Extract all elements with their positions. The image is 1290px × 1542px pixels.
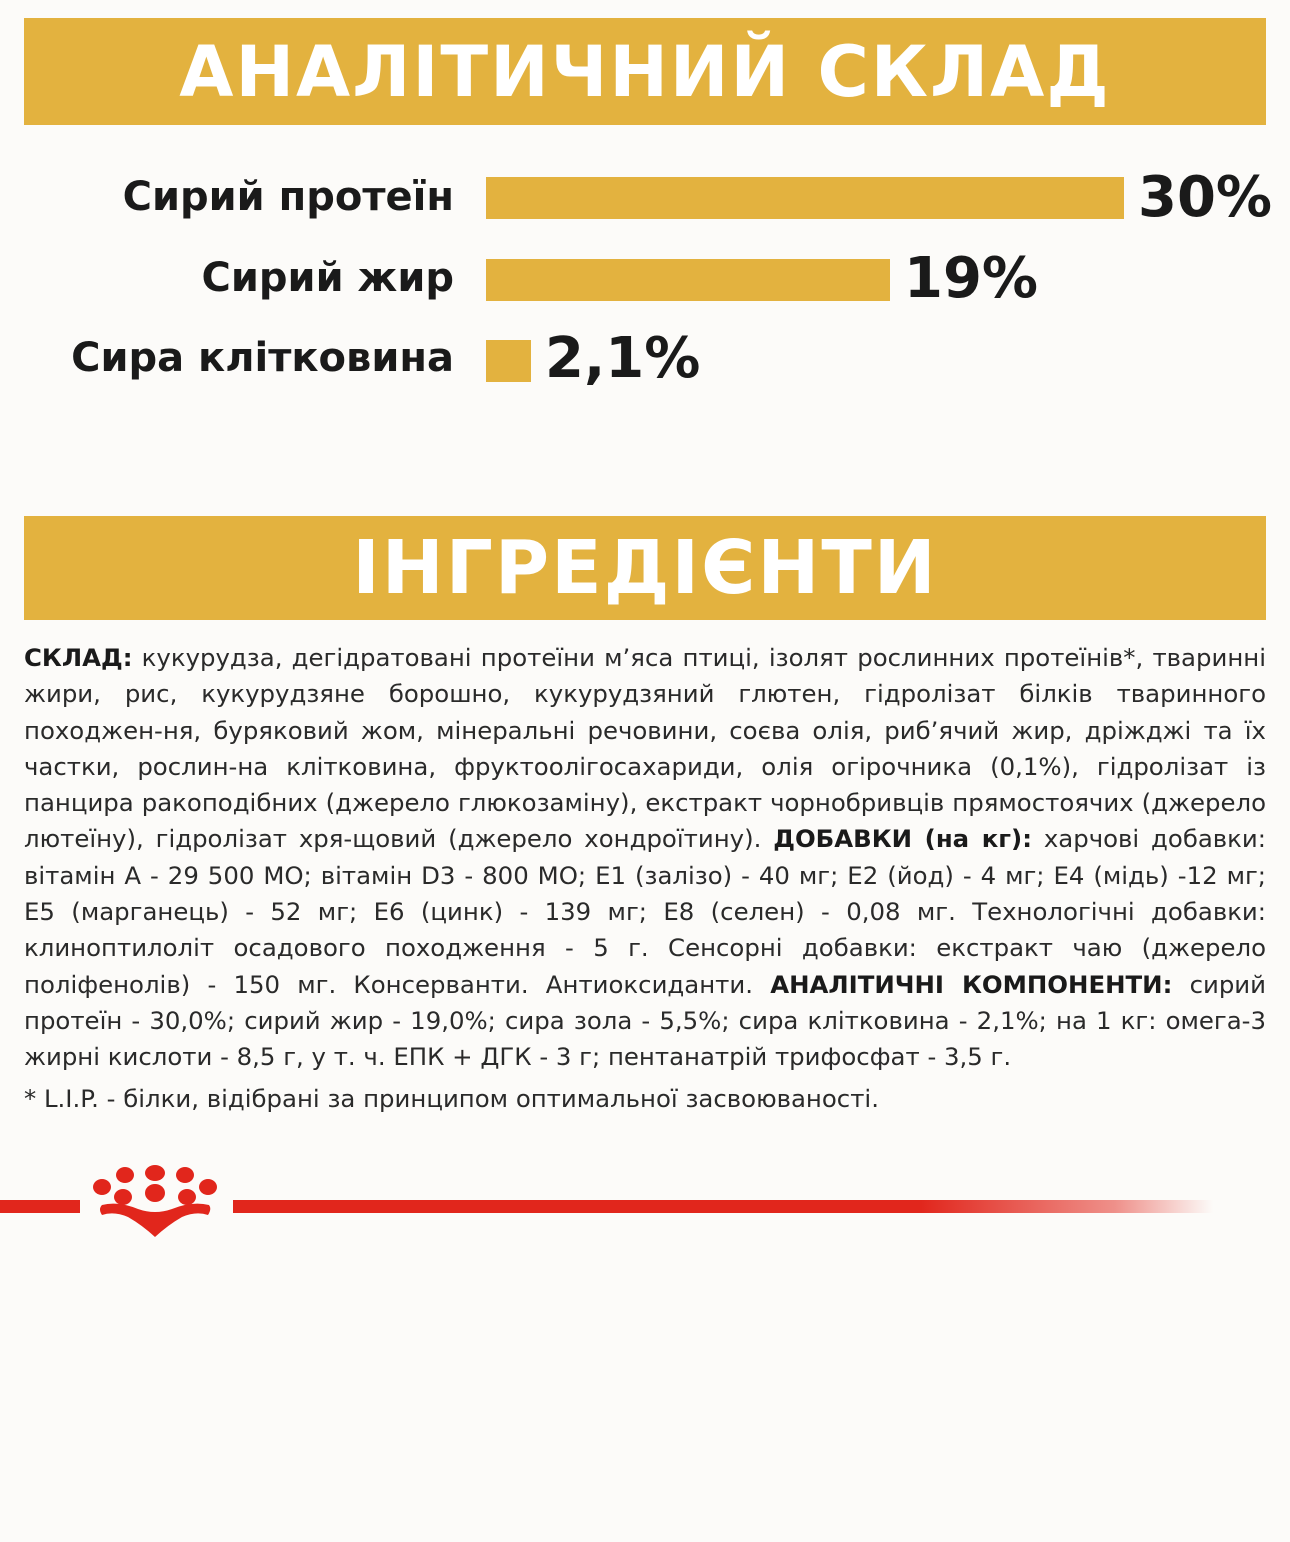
analysis-row-protein xyxy=(0,157,1290,237)
ingredients-text xyxy=(24,640,1266,1076)
row-value: 30% xyxy=(1138,164,1273,230)
footnote: * L.I.P. - білки, відібрані за принципом оптимальної засвоюваності. xyxy=(24,1084,879,1113)
composition-label: СКЛАД: xyxy=(24,643,133,672)
row-label: Сирий протеїн xyxy=(122,174,454,220)
row-label: Сира клітковина xyxy=(71,335,454,381)
value-bar xyxy=(486,340,531,382)
value-bar xyxy=(486,177,1124,219)
composition-text: кукурудза, дегідратовані протеїни м’яса птиці, ізолят рослинних протеїнів*, тваринні жири, рис, кукурудзяне борошно, кукурудзяний глютен, гідролізат білків тваринного походжен-ня, буряковий жом, мінеральні речовини, соєва олія, риб’ячий жир, дріжджі та їх частки, рослин-на клітковина, фруктоолігосахариди, олія огірочника (0,1%), гідролізат із панцира ракоподібних (джерело глюкозаміну), екстракт чорнобривців прямостоячих (джерело лютеїну), гідролізат хря-щовий (джерело хондроїтину). xyxy=(24,643,1266,854)
components-text: сирий протеїн - 30,0%; сирий жир - 19,0%; сира зола - 5,5%; сира клітковина - 2,1%; на 1 кг: омега-3 жирні кислоти - 8,5 г, у т. ч. ЕПК + ДГК - 3 г; пентанатрій трифосфат - 3,5 г. xyxy=(24,969,1267,1072)
analysis-title: АНАЛІТИЧНИЙ СКЛАД xyxy=(179,30,1111,113)
row-value: 19% xyxy=(904,245,1039,311)
analysis-title-banner xyxy=(24,18,1266,125)
row-value: 2,1% xyxy=(545,325,701,391)
components-label: АНАЛІТИЧНІ КОМПОНЕНТИ: xyxy=(770,969,1173,999)
analysis-row-fat xyxy=(0,238,1290,318)
crown-icon xyxy=(88,1165,223,1240)
brand-line-left xyxy=(0,1200,80,1213)
row-label: Сирий жир xyxy=(201,255,454,301)
ingredients-title-banner xyxy=(24,516,1266,620)
analysis-row-fiber xyxy=(0,318,1290,398)
additives-text: харчові добавки: вітамін А - 29 500 МО; вітамін D3 - 800 МО; E1 (залізо) - 40 мг; E2 (йод) - 4 мг; E4 (мідь) -12 мг; E5 (марганець) - 52 мг; E6 (цинк) - 139 мг; E8 (селен) - 0,08 мг. Технологічні добавки: клиноптилоліт осадового походження - 5 г. Сенсорні добавки: екстракт чаю (джерело поліфенолів) - 150 мг. Консерванти. Антиоксиданти. xyxy=(24,824,1266,999)
brand-line-right xyxy=(233,1200,1213,1213)
additives-label: ДОБАВКИ (на кг): xyxy=(773,824,1032,854)
ingredients-title: ІНГРЕДІЄНТИ xyxy=(352,525,938,611)
value-bar xyxy=(486,259,890,301)
